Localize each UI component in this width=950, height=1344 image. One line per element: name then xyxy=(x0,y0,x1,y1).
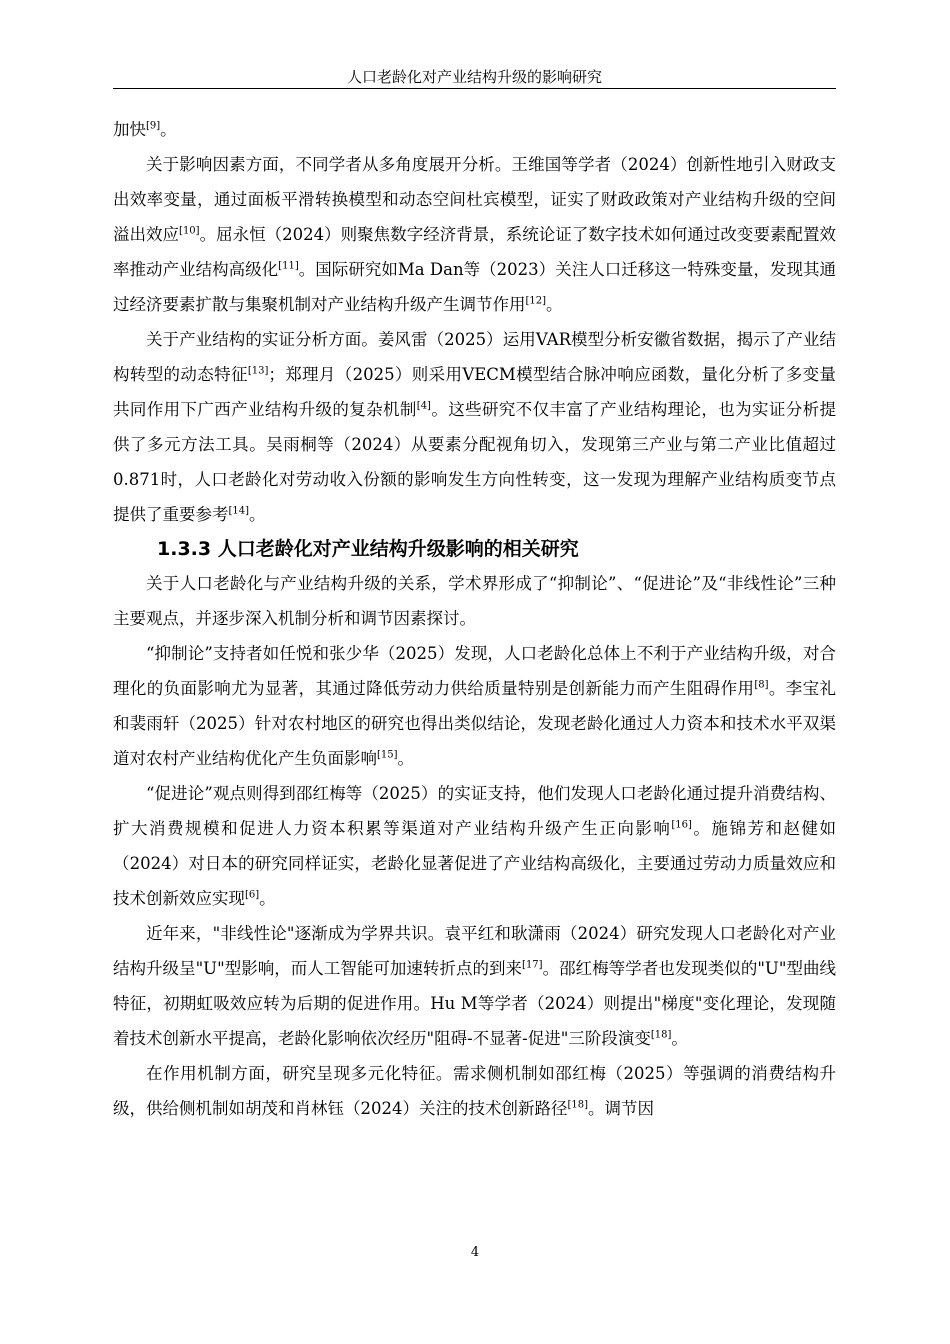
citation: [17] xyxy=(522,959,543,971)
paragraph: 加快[9]。 xyxy=(113,120,177,139)
citation: [18] xyxy=(650,1029,672,1041)
paragraph: 关于产业结构的实证分析方面。姜风雷（2025）运用VAR模型分析安徽省数据，揭示了产业结构转型的动态特征[13]；郑理月（2025）则采用VECM模型结合脉冲响应函数，量化分析了多变量共同作用下广西产业结构升级的复杂机制[4]。这些研究不仅丰富了产业结构理论，也为实证分析提供了多元方法工具。吴雨桐等（2024）从要素分配视角切入，发现第三产业与第二产业比值超过0.871时，人口老龄化对劳动收入份额的影响发生方向性转变，这一发现为理解产业结构质变节点提供了重要参考[14]。 xyxy=(113,330,837,524)
citation: [12] xyxy=(525,295,547,307)
paragraph: 在作用机制方面，研究呈现多元化特征。需求侧机制如邵红梅（2025）等强调的消费结构升级，供给侧机制如胡茂和肖林钰（2024）关注的技术创新路径[18]。调节因 xyxy=(113,1064,836,1118)
citation: [13] xyxy=(247,365,269,377)
citation: [4] xyxy=(416,400,431,412)
citation: [14] xyxy=(228,505,250,517)
citation: [18] xyxy=(567,1099,589,1111)
citation: [8] xyxy=(754,679,769,691)
citation: [10] xyxy=(179,225,200,237)
page-number: 4 xyxy=(470,1245,480,1260)
paragraph: 近年来，"非线性论"逐渐成为学界共识。袁平红和耿潇雨（2024）研究发现人口老龄化对产业结构升级呈"U"型影响，而人工智能可加速转折点的到来[17]。邵红梅等学者也发现类似的"U"型曲线特征，初期虹吸效应转为后期的促进作用。Hu M等学者（2024）则提出"梯度"变化理论，发现随着技术创新水平提高，老龄化影响依次经历"阻碍-不显著-促进"三阶段演变[18]。 xyxy=(113,924,836,1048)
citation: [16] xyxy=(671,819,692,831)
document-body xyxy=(113,112,836,1126)
paragraph: “促进论”观点则得到邵红梅等（2025）的实证支持，他们发现人口老龄化通过提升消费结构、扩大消费规模和促进人力资本积累等渠道对产业结构升级产生正向影响[16]。施锦芳和赵健如（2024）对日本的研究同样证实，老龄化显著促进了产业结构高级化，主要通过劳动力质量效应和技术创新效应实现[6]。 xyxy=(113,784,837,908)
citation: [6] xyxy=(245,889,260,901)
paragraph: “抑制论”支持者如任悦和张少华（2025）发现，人口老龄化总体上不利于产业结构升级，对合理化的负面影响尤为显著，其通过降低劳动力供给质量特别是创新能力而产生阻碍作用[8]。李宝礼和裴雨轩（2025）针对农村地区的研究也得出类似结论，发现老龄化通过人力资本和技术水平双渠道对农村产业结构优化产生负面影响[15]。 xyxy=(113,644,837,768)
citation: [15] xyxy=(377,749,398,761)
paragraph: 关于影响因素方面，不同学者从多角度展开分析。王维国等学者（2024）创新性地引入财政支出效率变量，通过面板平滑转换模型和动态空间杜宾模型，证实了财政政策对产业结构升级的空间溢出效应[10]。屈永恒（2024）则聚焦数字经济背景，系统论证了数字技术如何通过改变要素配置效率推动产业结构高级化[11]。国际研究如Ma Dan等（2023）关注人口迁移这一特殊变量，发现其通过经济要素扩散与集聚机制对产业结构升级产生调节作用[12]。 xyxy=(113,155,837,314)
citation: [9] xyxy=(146,120,161,132)
citation: [11] xyxy=(278,260,299,272)
paragraph: 关于人口老龄化与产业结构升级的关系，学术界形成了“抑制论”、“促进论”及“非线性论”三种主要观点，并逐步深入机制分析和调节因素探讨。 xyxy=(113,574,836,628)
running-header: 人口老龄化对产业结构升级的影响研究 xyxy=(113,66,836,89)
section-heading: 1.3.3 人口老龄化对产业结构升级影响的相关研究 xyxy=(157,538,579,560)
